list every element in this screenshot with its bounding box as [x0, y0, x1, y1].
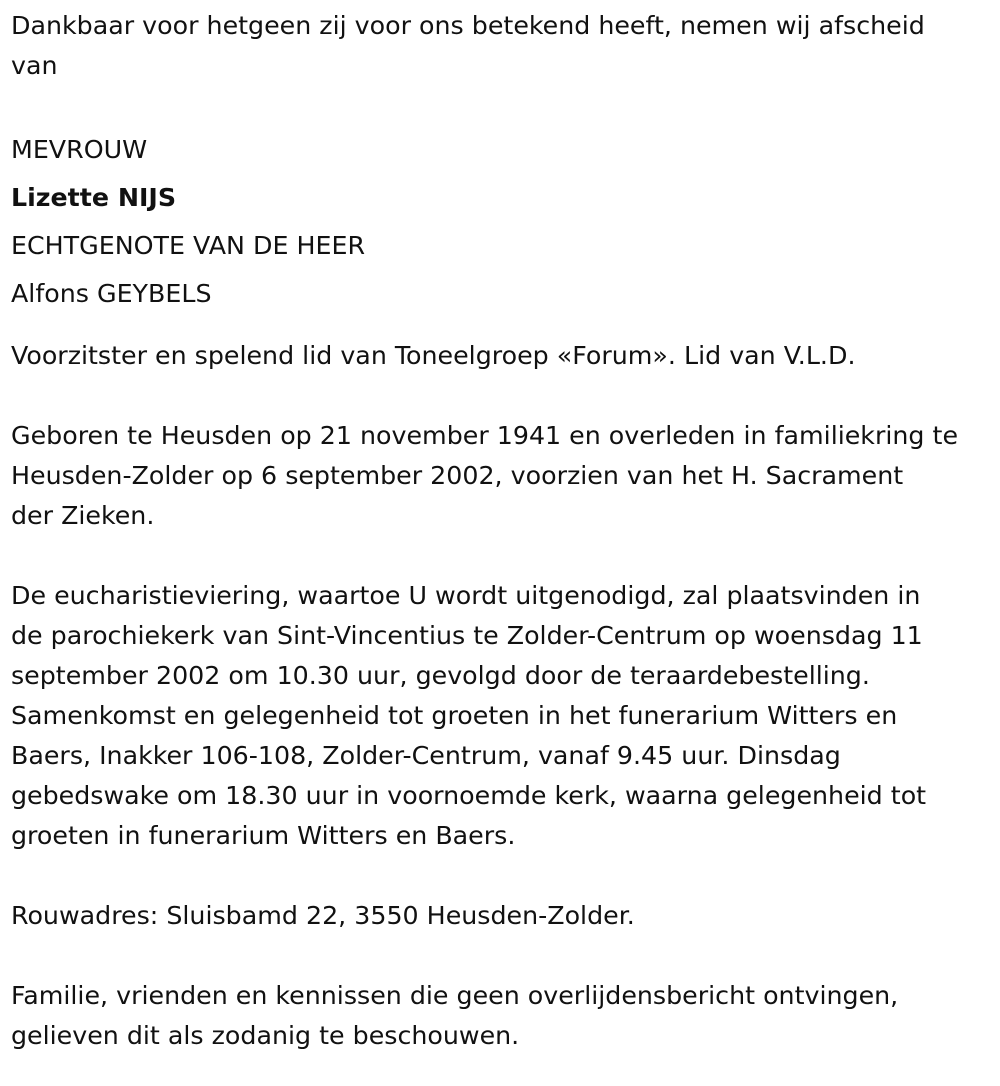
ceremony-line: Samenkomst en gelegenheid tot groeten in het funerarium Witters en	[11, 701, 898, 730]
address-line: Rouwadres: Sluisbamd 22, 3550 Heusden-Zolder.	[11, 901, 635, 930]
person-name: Lizette NIJS	[11, 183, 177, 212]
ceremony-line: gebedswake om 18.30 uur in voornoemde kerk, waarna gelegenheid tot	[11, 781, 927, 810]
spacer	[11, 936, 1000, 976]
address-paragraph	[11, 896, 1000, 936]
ceremony-line: Baers, Inakker 106-108, Zolder-Centrum, vanaf 9.45 uur. Dinsdag	[11, 741, 841, 770]
birth-death-line: Geboren te Heusden op 21 november 1941 en overleden in familiekring te	[11, 421, 959, 450]
spacer	[11, 318, 1000, 336]
membership-line: Voorzitster en spelend lid van Toneelgroep «Forum». Lid van V.L.D.	[11, 341, 856, 370]
person-block	[11, 126, 1000, 318]
spacer	[11, 536, 1000, 576]
ceremony-line: groeten in funerarium Witters en Baers.	[11, 821, 516, 850]
birth-death-line: Heusden-Zolder op 6 september 2002, voorzien van het H. Sacrament	[11, 461, 904, 490]
intro-paragraph	[11, 6, 1000, 86]
spacer	[11, 856, 1000, 896]
intro-line: Dankbaar voor hetgeen zij voor ons betekend heeft, nemen wij afscheid	[11, 11, 925, 40]
person-title: MEVROUW	[11, 135, 148, 164]
person-spouse: Alfons GEYBELS	[11, 279, 212, 308]
closing-line: gelieven dit als zodanig te beschouwen.	[11, 1021, 520, 1050]
ceremony-line: De eucharistieviering, waartoe U wordt uitgenodigd, zal plaatsvinden in	[11, 581, 921, 610]
ceremony-line: de parochiekerk van Sint-Vincentius te Zolder-Centrum op woensdag 11	[11, 621, 923, 650]
ceremony-line: september 2002 om 10.30 uur, gevolgd door de teraardebestelling.	[11, 661, 870, 690]
closing-paragraph	[11, 976, 1000, 1056]
spacer	[11, 86, 1000, 126]
birth-death-line: der Zieken.	[11, 501, 155, 530]
intro-line: van	[11, 51, 58, 80]
closing-line: Familie, vrienden en kennissen die geen overlijdensbericht ontvingen,	[11, 981, 899, 1010]
birth-death-paragraph	[11, 416, 1000, 536]
ceremony-paragraph	[11, 576, 1000, 856]
person-relation: ECHTGENOTE VAN DE HEER	[11, 231, 366, 260]
spacer	[11, 376, 1000, 416]
membership-paragraph	[11, 336, 1000, 376]
